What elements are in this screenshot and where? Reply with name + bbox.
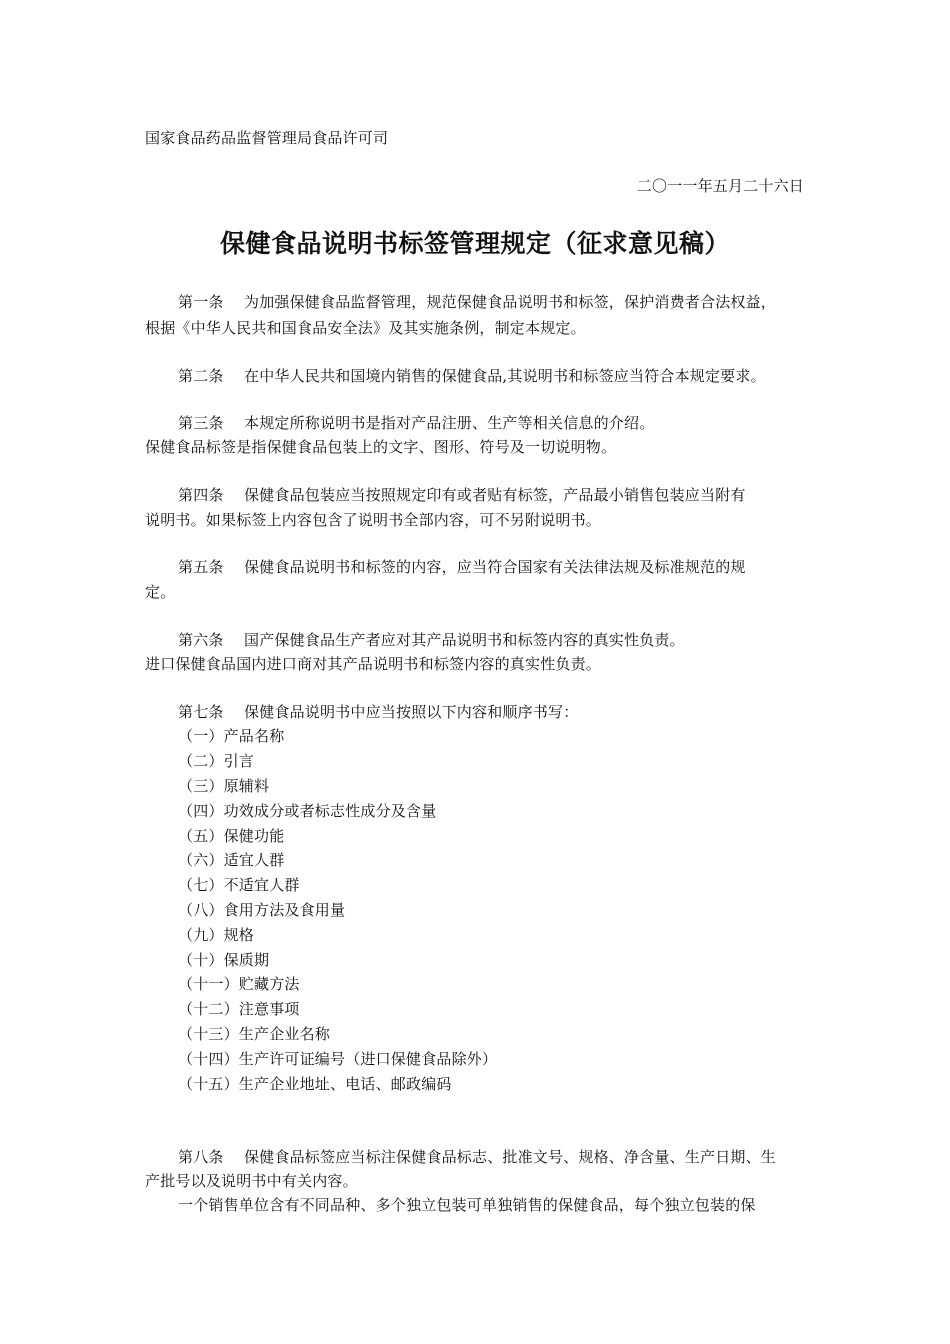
list-item: （三）原辅料: [178, 777, 270, 795]
list-item: （十三）生产企业名称: [178, 1025, 331, 1043]
issuing-agency: 国家食品药品监督管理局食品许可司: [145, 129, 389, 147]
list-item: （六）适宜人群: [178, 851, 285, 869]
list-item: （十一）贮藏方法: [178, 975, 300, 993]
article-8-line-2: 产批号以及说明书中有关内容。: [145, 1172, 358, 1190]
article-1-text: 为加强保健食品监督管理，规范保健食品说明书和标签，保护消费者合法权益，: [244, 293, 777, 311]
article-3-line-1: [178, 413, 654, 433]
article-2-label: 第二条: [178, 367, 224, 385]
article-6-line-1: [178, 630, 685, 650]
article-5-line-1: [178, 557, 746, 577]
article-8-line-3: 一个销售单位含有不同品种、多个独立包装可单独销售的保健食品，每个独立包装的保: [178, 1196, 756, 1214]
article-5-label: 第五条: [178, 558, 224, 576]
article-3-line-2: 保健食品标签是指保健食品包装上的文字、图形、符号及一切说明物。: [145, 438, 617, 456]
article-1-line-1: [178, 292, 776, 312]
article-8-line-1: [178, 1147, 776, 1167]
issue-date: 二〇一一年五月二十六日: [636, 177, 804, 195]
article-5-line-2: 定。: [145, 583, 176, 601]
list-item: （十四）生产许可证编号（进口保健食品除外）: [178, 1050, 498, 1068]
article-2-text: 在中华人民共和国境内销售的保健食品,其说明书和标签应当符合本规定要求。: [244, 367, 766, 385]
article-1-line-2: 根据《中华人民共和国食品安全法》及其实施条例，制定本规定。: [145, 319, 586, 337]
list-item: （二）引言: [178, 752, 255, 770]
article-6-text: 国产保健食品生产者应对其产品说明书和标签内容的真实性负责。: [244, 631, 685, 649]
article-1-label: 第一条: [178, 293, 224, 311]
article-4-line-2: 说明书。如果标签上内容包含了说明书全部内容，可不另附说明书。: [145, 511, 602, 529]
article-4-line-1: [178, 485, 746, 505]
article-7-label: 第七条: [178, 703, 224, 721]
article-8-label: 第八条: [178, 1148, 224, 1166]
article-7-text: 保健食品说明书中应当按照以下内容和顺序书写：: [244, 703, 579, 721]
list-item: （十五）生产企业地址、电话、邮政编码: [178, 1075, 452, 1093]
list-item: （十二）注意事项: [178, 1000, 300, 1018]
list-item: （九）规格: [178, 926, 255, 944]
list-item: （八）食用方法及食用量: [178, 901, 346, 919]
article-6-line-2: 进口保健食品国内进口商对其产品说明书和标签内容的真实性负责。: [145, 655, 602, 673]
article-7-line-1: [178, 702, 578, 722]
list-item: （十）保质期: [178, 951, 270, 969]
article-3-text: 本规定所称说明书是指对产品注册、生产等相关信息的介绍。: [244, 414, 655, 432]
article-3-label: 第三条: [178, 414, 224, 432]
article-5-text: 保健食品说明书和标签的内容，应当符合国家有关法律法规及标准规范的规: [244, 558, 746, 576]
list-item: （五）保健功能: [178, 827, 285, 845]
list-item: （七）不适宜人群: [178, 876, 300, 894]
article-4-label: 第四条: [178, 486, 224, 504]
article-2-line-1: [178, 366, 766, 386]
article-8-text: 保健食品标签应当标注保健食品标志、批准文号、规格、净含量、生产日期、生: [244, 1148, 777, 1166]
page-title: 保健食品说明书标签管理规定（征求意见稿）: [219, 229, 730, 258]
list-item: （一）产品名称: [178, 727, 285, 745]
article-4-text: 保健食品包装应当按照规定印有或者贴有标签，产品最小销售包装应当附有: [244, 486, 746, 504]
list-item: （四）功效成分或者标志性成分及含量: [178, 802, 437, 820]
article-6-label: 第六条: [178, 631, 224, 649]
